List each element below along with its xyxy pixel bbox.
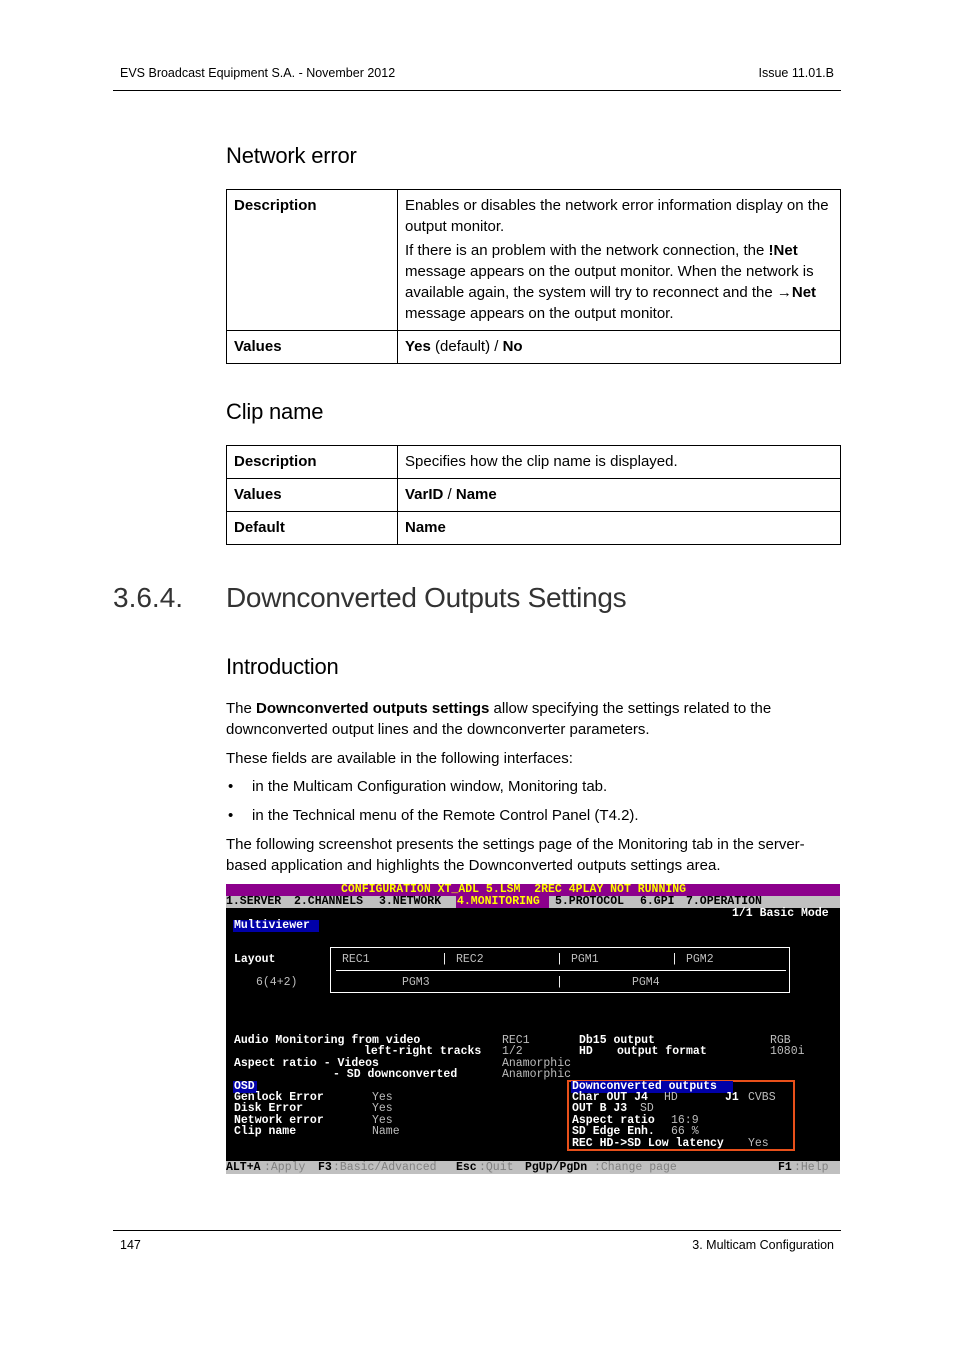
layout-label: Layout xyxy=(234,953,276,966)
multiviewer-label: Multiviewer xyxy=(234,919,310,932)
osd-item-name: Network error xyxy=(234,1114,324,1127)
osd-item-value[interactable]: Yes xyxy=(372,1114,393,1127)
layout-cell: PGM3 xyxy=(402,976,430,989)
tab-channels[interactable]: 2.CHANNELS xyxy=(294,895,364,908)
network-error-heading: Network error xyxy=(226,143,357,168)
osd-item-name: Genlock Error xyxy=(234,1091,324,1104)
audio-value[interactable]: REC1 xyxy=(502,1034,530,1047)
description-text-2: If there is an problem with the network connection, the !Net message appears on the output monitor. When the network is available again, the system will try to reconnect and the →Net message appears on the output monitor. xyxy=(405,242,817,322)
layout-cell: PGM1 xyxy=(571,953,599,966)
values-label: Values xyxy=(227,479,398,512)
audio-label: Audio Monitoring from video xyxy=(234,1034,421,1047)
shortcut-label: :Basic/Advanced xyxy=(333,1161,437,1174)
audio-sub-label: left-right tracks xyxy=(364,1045,482,1058)
downconverted-title: Downconverted outputs xyxy=(572,1080,717,1093)
layout-cell: PGM2 xyxy=(686,953,714,966)
list-item: in the Multicam Configuration window, Monitoring tab. xyxy=(252,778,608,795)
clip-name-table xyxy=(226,445,841,545)
layout-cell: REC1 xyxy=(342,953,370,966)
default-label: Default xyxy=(227,512,398,545)
dc-aspect-label: Aspect ratio xyxy=(572,1114,655,1127)
grid-separator: | xyxy=(556,976,563,989)
rec-latency-label: REC HD->SD Low latency xyxy=(572,1137,724,1150)
section-number: 3.6.4. xyxy=(113,582,184,613)
shortcut-label: :Change page xyxy=(594,1161,677,1174)
shortcut-label: :Help xyxy=(794,1161,829,1174)
sd-edge-value[interactable]: 66 % xyxy=(671,1125,699,1138)
layout-cell: PGM4 xyxy=(632,976,660,989)
grid-separator: | xyxy=(556,953,563,966)
layout-value[interactable]: 6(4+2) xyxy=(256,976,298,989)
grid-separator: | xyxy=(441,953,448,966)
intro-paragraph-3: The following screenshot presents the settings page of the Monitoring tab in the server-based application and highlights the Downconverted outputs settings area. xyxy=(226,836,805,874)
header-left: EVS Broadcast Equipment S.A. - November 2012 xyxy=(120,66,396,80)
db15-value[interactable]: RGB xyxy=(770,1034,791,1047)
header-right: Issue 11.01.B xyxy=(758,66,834,80)
shortcut-key[interactable]: ALT+A xyxy=(226,1161,261,1174)
footer-rule xyxy=(113,1230,841,1231)
intro-paragraph-2: These fields are available in the following interfaces: xyxy=(226,750,573,767)
osd-item-value[interactable]: Yes xyxy=(372,1102,393,1115)
layout-grid-divider xyxy=(336,970,786,971)
grid-separator: | xyxy=(671,953,678,966)
header-rule xyxy=(113,90,841,91)
default-cell: Name xyxy=(398,512,841,545)
shortcut-key[interactable]: F1 xyxy=(778,1161,792,1174)
char-out-label: Char OUT J4 xyxy=(572,1091,648,1104)
page-info: 1/1 Basic Mode xyxy=(732,907,829,920)
tab-server[interactable]: 1.SERVER xyxy=(226,895,282,908)
description-cell xyxy=(398,190,841,331)
shortcut-key[interactable]: Esc xyxy=(456,1161,477,1174)
shortcut-key[interactable]: PgUp/PgDn xyxy=(525,1161,588,1174)
values-label: Values xyxy=(227,331,398,364)
tab-network[interactable]: 3.NETWORK xyxy=(379,895,442,908)
description-label: Description xyxy=(227,446,398,479)
aspect-value[interactable]: Anamorphic xyxy=(502,1057,572,1070)
values-cell: Yes (default) / No xyxy=(398,331,841,364)
j1-label: J1 xyxy=(725,1091,739,1104)
section-title: Downconverted Outputs Settings xyxy=(226,582,627,613)
osd-item-name: Disk Error xyxy=(234,1102,304,1115)
out-b-label: OUT B J3 xyxy=(572,1102,628,1115)
db15-label: Db15 output xyxy=(579,1034,655,1047)
rec-latency-value[interactable]: Yes xyxy=(748,1137,769,1150)
page-number: 147 xyxy=(120,1238,141,1252)
aspect-label: Aspect ratio - Videos xyxy=(234,1057,379,1070)
output-format-label: output format xyxy=(617,1045,707,1058)
out-b-value[interactable]: SD xyxy=(640,1102,654,1115)
sd-edge-label: SD Edge Enh. xyxy=(572,1125,655,1138)
shortcut-key[interactable]: F3 xyxy=(318,1161,332,1174)
shortcut-label: :Apply xyxy=(264,1161,306,1174)
tab-operation[interactable]: 7.OPERATION xyxy=(686,895,762,908)
chapter-title: 3. Multicam Configuration xyxy=(692,1238,834,1252)
tab-monitoring[interactable]: 4.MONITORING xyxy=(457,895,540,908)
j1-value[interactable]: CVBS xyxy=(748,1091,776,1104)
bullet-marker: • xyxy=(228,778,234,795)
audio-tracks[interactable]: 1/2 xyxy=(502,1045,523,1058)
osd-label: OSD xyxy=(234,1080,255,1093)
list-item: in the Technical menu of the Remote Control Panel (T4.2). xyxy=(252,807,639,824)
description-label: Description xyxy=(227,190,398,331)
network-error-table xyxy=(226,189,841,364)
tab-protocol[interactable]: 5.PROTOCOL xyxy=(555,895,625,908)
layout-cell: REC2 xyxy=(456,953,484,966)
tab-gpi[interactable]: 6.GPI xyxy=(640,895,675,908)
description-cell: Specifies how the clip name is displayed. xyxy=(398,446,841,479)
bullet-marker: • xyxy=(228,807,234,824)
values-cell: VarID / Name xyxy=(398,479,841,512)
osd-item-value[interactable]: Yes xyxy=(372,1091,393,1104)
output-format-value[interactable]: 1080i xyxy=(770,1045,805,1058)
sd-downconverted-label: - SD downconverted xyxy=(333,1068,458,1081)
hd-label: HD xyxy=(579,1045,593,1058)
osd-item-value[interactable]: Name xyxy=(372,1125,400,1138)
intro-paragraph-1: The Downconverted outputs settings allow specifying the settings related to the downconverted output lines and the downconverter parameters. xyxy=(226,700,772,738)
introduction-heading: Introduction xyxy=(226,654,339,679)
shortcut-label: :Quit xyxy=(479,1161,514,1174)
clip-name-heading: Clip name xyxy=(226,399,324,424)
char-out-value[interactable]: HD xyxy=(664,1091,678,1104)
monitoring-screenshot xyxy=(226,884,840,1174)
title-bar-text: CONFIGURATION XT_ADL 5.LSM 2REC 4PLAY NOT RUNNING xyxy=(341,884,687,896)
osd-item-name: Clip name xyxy=(234,1125,297,1138)
description-text: Enables or disables the network error information display on the output monitor. xyxy=(405,197,829,235)
dc-aspect-value[interactable]: 16:9 xyxy=(671,1114,699,1127)
sd-downconverted-value[interactable]: Anamorphic xyxy=(502,1068,572,1081)
